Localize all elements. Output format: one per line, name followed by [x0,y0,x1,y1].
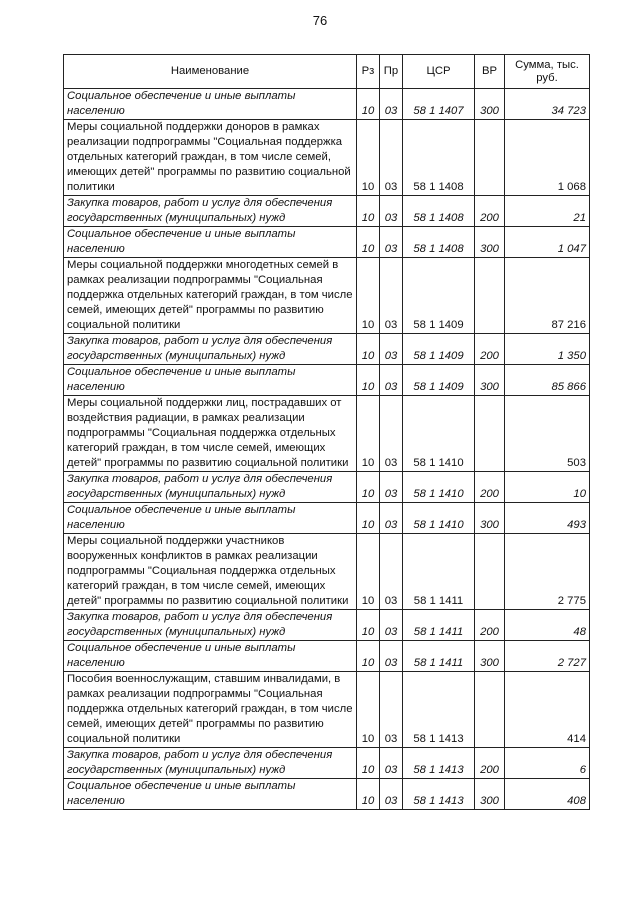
cell-name: Меры социальной поддержки лиц, пострадавших от воздействия радиации, в рамках реализации подпрограммы "Социальная поддержка отдельных категорий граждан, в том числе семей, имеющих детей" программы по развитию социальной политики [64,396,357,472]
cell-pr: 03 [380,227,403,258]
header-csr: ЦСР [403,55,475,89]
cell-rz: 10 [357,120,380,196]
cell-csr: 58 1 1408 [403,120,475,196]
cell-pr: 03 [380,89,403,120]
cell-name: Социальное обеспечение и иные выплаты населению [64,227,357,258]
cell-pr: 03 [380,258,403,334]
cell-rz: 10 [357,227,380,258]
budget-table [63,54,590,810]
cell-vr: 300 [475,779,505,810]
cell-pr: 03 [380,534,403,610]
cell-sum: 1 047 [505,227,590,258]
cell-name: Закупка товаров, работ и услуг для обеспечения государственных (муниципальных) нужд [64,610,357,641]
header-vr: ВР [475,55,505,89]
table-row [64,365,590,396]
cell-vr: 200 [475,334,505,365]
header-name: Наименование [64,55,357,89]
cell-vr: 200 [475,472,505,503]
cell-vr [475,534,505,610]
cell-vr: 300 [475,641,505,672]
cell-rz: 10 [357,472,380,503]
cell-vr [475,672,505,748]
cell-rz: 10 [357,196,380,227]
cell-vr: 200 [475,610,505,641]
cell-sum: 87 216 [505,258,590,334]
cell-pr: 03 [380,365,403,396]
cell-vr [475,258,505,334]
cell-pr: 03 [380,120,403,196]
header-sum: Сумма, тыс. руб. [505,55,590,89]
table-row [64,748,590,779]
cell-pr: 03 [380,610,403,641]
cell-csr: 58 1 1413 [403,672,475,748]
cell-sum: 85 866 [505,365,590,396]
cell-rz: 10 [357,89,380,120]
cell-csr: 58 1 1410 [403,396,475,472]
cell-rz: 10 [357,334,380,365]
cell-sum: 6 [505,748,590,779]
table-row [64,258,590,334]
cell-sum: 408 [505,779,590,810]
cell-name: Меры социальной поддержки многодетных семей в рамках реализации подпрограммы "Социальная поддержка отдельных категорий граждан, в том числе семей, имеющих детей" программы по развитию социальной политики [64,258,357,334]
cell-sum: 48 [505,610,590,641]
cell-rz: 10 [357,779,380,810]
cell-vr: 300 [475,89,505,120]
cell-sum: 503 [505,396,590,472]
cell-name: Пособия военнослужащим, ставшим инвалидами, в рамках реализации подпрограммы "Социальная поддержка отдельных категорий граждан, в том числе семей, имеющих детей" программы по развитию социальной политики [64,672,357,748]
table-row [64,503,590,534]
cell-sum: 493 [505,503,590,534]
cell-pr: 03 [380,748,403,779]
table-header-row [64,55,590,89]
cell-vr: 300 [475,503,505,534]
table-row [64,534,590,610]
cell-vr: 300 [475,365,505,396]
cell-vr: 300 [475,227,505,258]
cell-name: Закупка товаров, работ и услуг для обеспечения государственных (муниципальных) нужд [64,472,357,503]
cell-csr: 58 1 1410 [403,503,475,534]
cell-vr [475,120,505,196]
cell-name: Закупка товаров, работ и услуг для обеспечения государственных (муниципальных) нужд [64,334,357,365]
header-rz: Рз [357,55,380,89]
cell-rz: 10 [357,748,380,779]
cell-csr: 58 1 1408 [403,227,475,258]
table-row [64,672,590,748]
cell-name: Меры социальной поддержки участников вооруженных конфликтов в рамках реализации подпрограммы "Социальная поддержка отдельных категорий граждан, в том числе семей, имеющих детей" программы по развитию социальной политики [64,534,357,610]
table-row [64,610,590,641]
cell-csr: 58 1 1409 [403,365,475,396]
cell-vr: 200 [475,196,505,227]
cell-name: Социальное обеспечение и иные выплаты населению [64,89,357,120]
cell-pr: 03 [380,779,403,810]
cell-name: Социальное обеспечение и иные выплаты населению [64,641,357,672]
cell-sum: 2 775 [505,534,590,610]
cell-csr: 58 1 1408 [403,196,475,227]
table-row [64,779,590,810]
cell-sum: 1 350 [505,334,590,365]
table-row [64,120,590,196]
cell-pr: 03 [380,503,403,534]
cell-sum: 21 [505,196,590,227]
cell-sum: 10 [505,472,590,503]
table-row [64,334,590,365]
cell-pr: 03 [380,672,403,748]
cell-rz: 10 [357,365,380,396]
cell-csr: 58 1 1409 [403,258,475,334]
cell-pr: 03 [380,196,403,227]
cell-name: Социальное обеспечение и иные выплаты населению [64,365,357,396]
cell-sum: 1 068 [505,120,590,196]
cell-rz: 10 [357,503,380,534]
cell-rz: 10 [357,610,380,641]
cell-sum: 34 723 [505,89,590,120]
cell-csr: 58 1 1413 [403,779,475,810]
cell-rz: 10 [357,672,380,748]
cell-csr: 58 1 1413 [403,748,475,779]
table-row [64,196,590,227]
cell-name: Закупка товаров, работ и услуг для обеспечения государственных (муниципальных) нужд [64,748,357,779]
cell-pr: 03 [380,641,403,672]
cell-pr: 03 [380,334,403,365]
table-row [64,396,590,472]
cell-vr [475,396,505,472]
header-pr: Пр [380,55,403,89]
cell-name: Социальное обеспечение и иные выплаты населению [64,503,357,534]
cell-sum: 414 [505,672,590,748]
cell-rz: 10 [357,396,380,472]
cell-csr: 58 1 1409 [403,334,475,365]
cell-csr: 58 1 1407 [403,89,475,120]
cell-rz: 10 [357,641,380,672]
cell-name: Меры социальной поддержки доноров в рамках реализации подпрограммы "Социальная поддержка отдельных категорий граждан, в том числе семей, имеющих детей" программы по развитию социальной политики [64,120,357,196]
cell-rz: 10 [357,534,380,610]
table-row [64,89,590,120]
page-number: 76 [312,13,328,28]
cell-name: Закупка товаров, работ и услуг для обеспечения государственных (муниципальных) нужд [64,196,357,227]
table-row [64,227,590,258]
cell-pr: 03 [380,396,403,472]
cell-csr: 58 1 1411 [403,534,475,610]
table-row [64,472,590,503]
cell-csr: 58 1 1411 [403,610,475,641]
table-row [64,641,590,672]
cell-rz: 10 [357,258,380,334]
cell-sum: 2 727 [505,641,590,672]
cell-csr: 58 1 1410 [403,472,475,503]
cell-name: Социальное обеспечение и иные выплаты населению [64,779,357,810]
cell-vr: 200 [475,748,505,779]
cell-csr: 58 1 1411 [403,641,475,672]
cell-pr: 03 [380,472,403,503]
